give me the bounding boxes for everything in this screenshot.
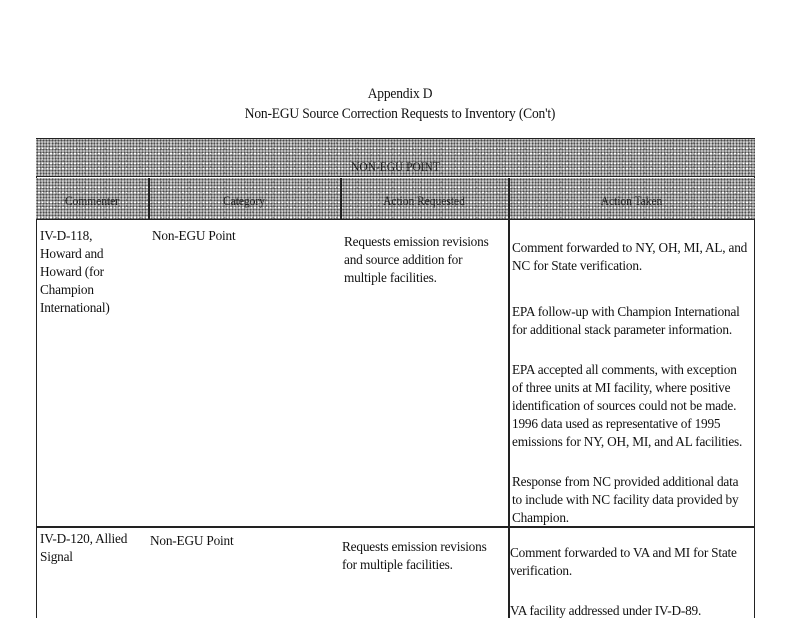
row2-action-requested: Requests emission revisions for multiple facilities. (342, 539, 487, 572)
row1-action-taken-item: Response from NC provided additional data to include with NC facility data provided by Champion. (512, 474, 739, 525)
column-header-action-taken: Action Taken (600, 193, 663, 208)
column-divider (340, 178, 342, 220)
column-divider (148, 178, 150, 220)
row1-action-requested: Requests emission revisions and source addition for multiple facilities. (344, 234, 489, 285)
row2-action-taken (510, 544, 746, 620)
column-divider (508, 178, 510, 220)
appendix-title: Appendix D (367, 86, 433, 102)
row2-commenter: IV-D-120, Allied Signal (40, 531, 128, 564)
row1-action-taken-item: EPA follow-up with Champion International for additional stack parameter information. (512, 304, 740, 337)
column-header-band (36, 178, 755, 220)
section-label: NON-EGU POINT (351, 159, 440, 174)
section-header-band (36, 139, 755, 177)
row1-category: Non-EGU Point (152, 228, 236, 243)
row1-commenter: IV-D-118, Howard and Howard (for Champion International) (40, 228, 110, 315)
column-header-category: Category (223, 193, 265, 208)
column-header-commenter: Commenter (64, 193, 120, 208)
row2-action-taken-item: Comment forwarded to VA and MI for State verification. (510, 545, 737, 578)
row2-action-taken-item: VA facility addressed under IV-D-89. (510, 603, 702, 618)
row2-category: Non-EGU Point (150, 533, 234, 548)
appendix-subtitle: Non-EGU Source Correction Requests to Inventory (Con't) (244, 106, 556, 122)
column-header-action-requested: Action Requested (383, 193, 465, 208)
row1-action-taken (512, 239, 748, 527)
row1-action-taken-item: EPA accepted all comments, with exception of three units at MI facility, where positive identification of sources could not be made. 1996 data used as representative of 1995 emissions for NY, OH, MI, and AL facilities. (512, 362, 743, 449)
row-separator (36, 526, 755, 528)
row1-action-taken-item: Comment forwarded to NY, OH, MI, AL, and NC for State verification. (512, 240, 748, 273)
